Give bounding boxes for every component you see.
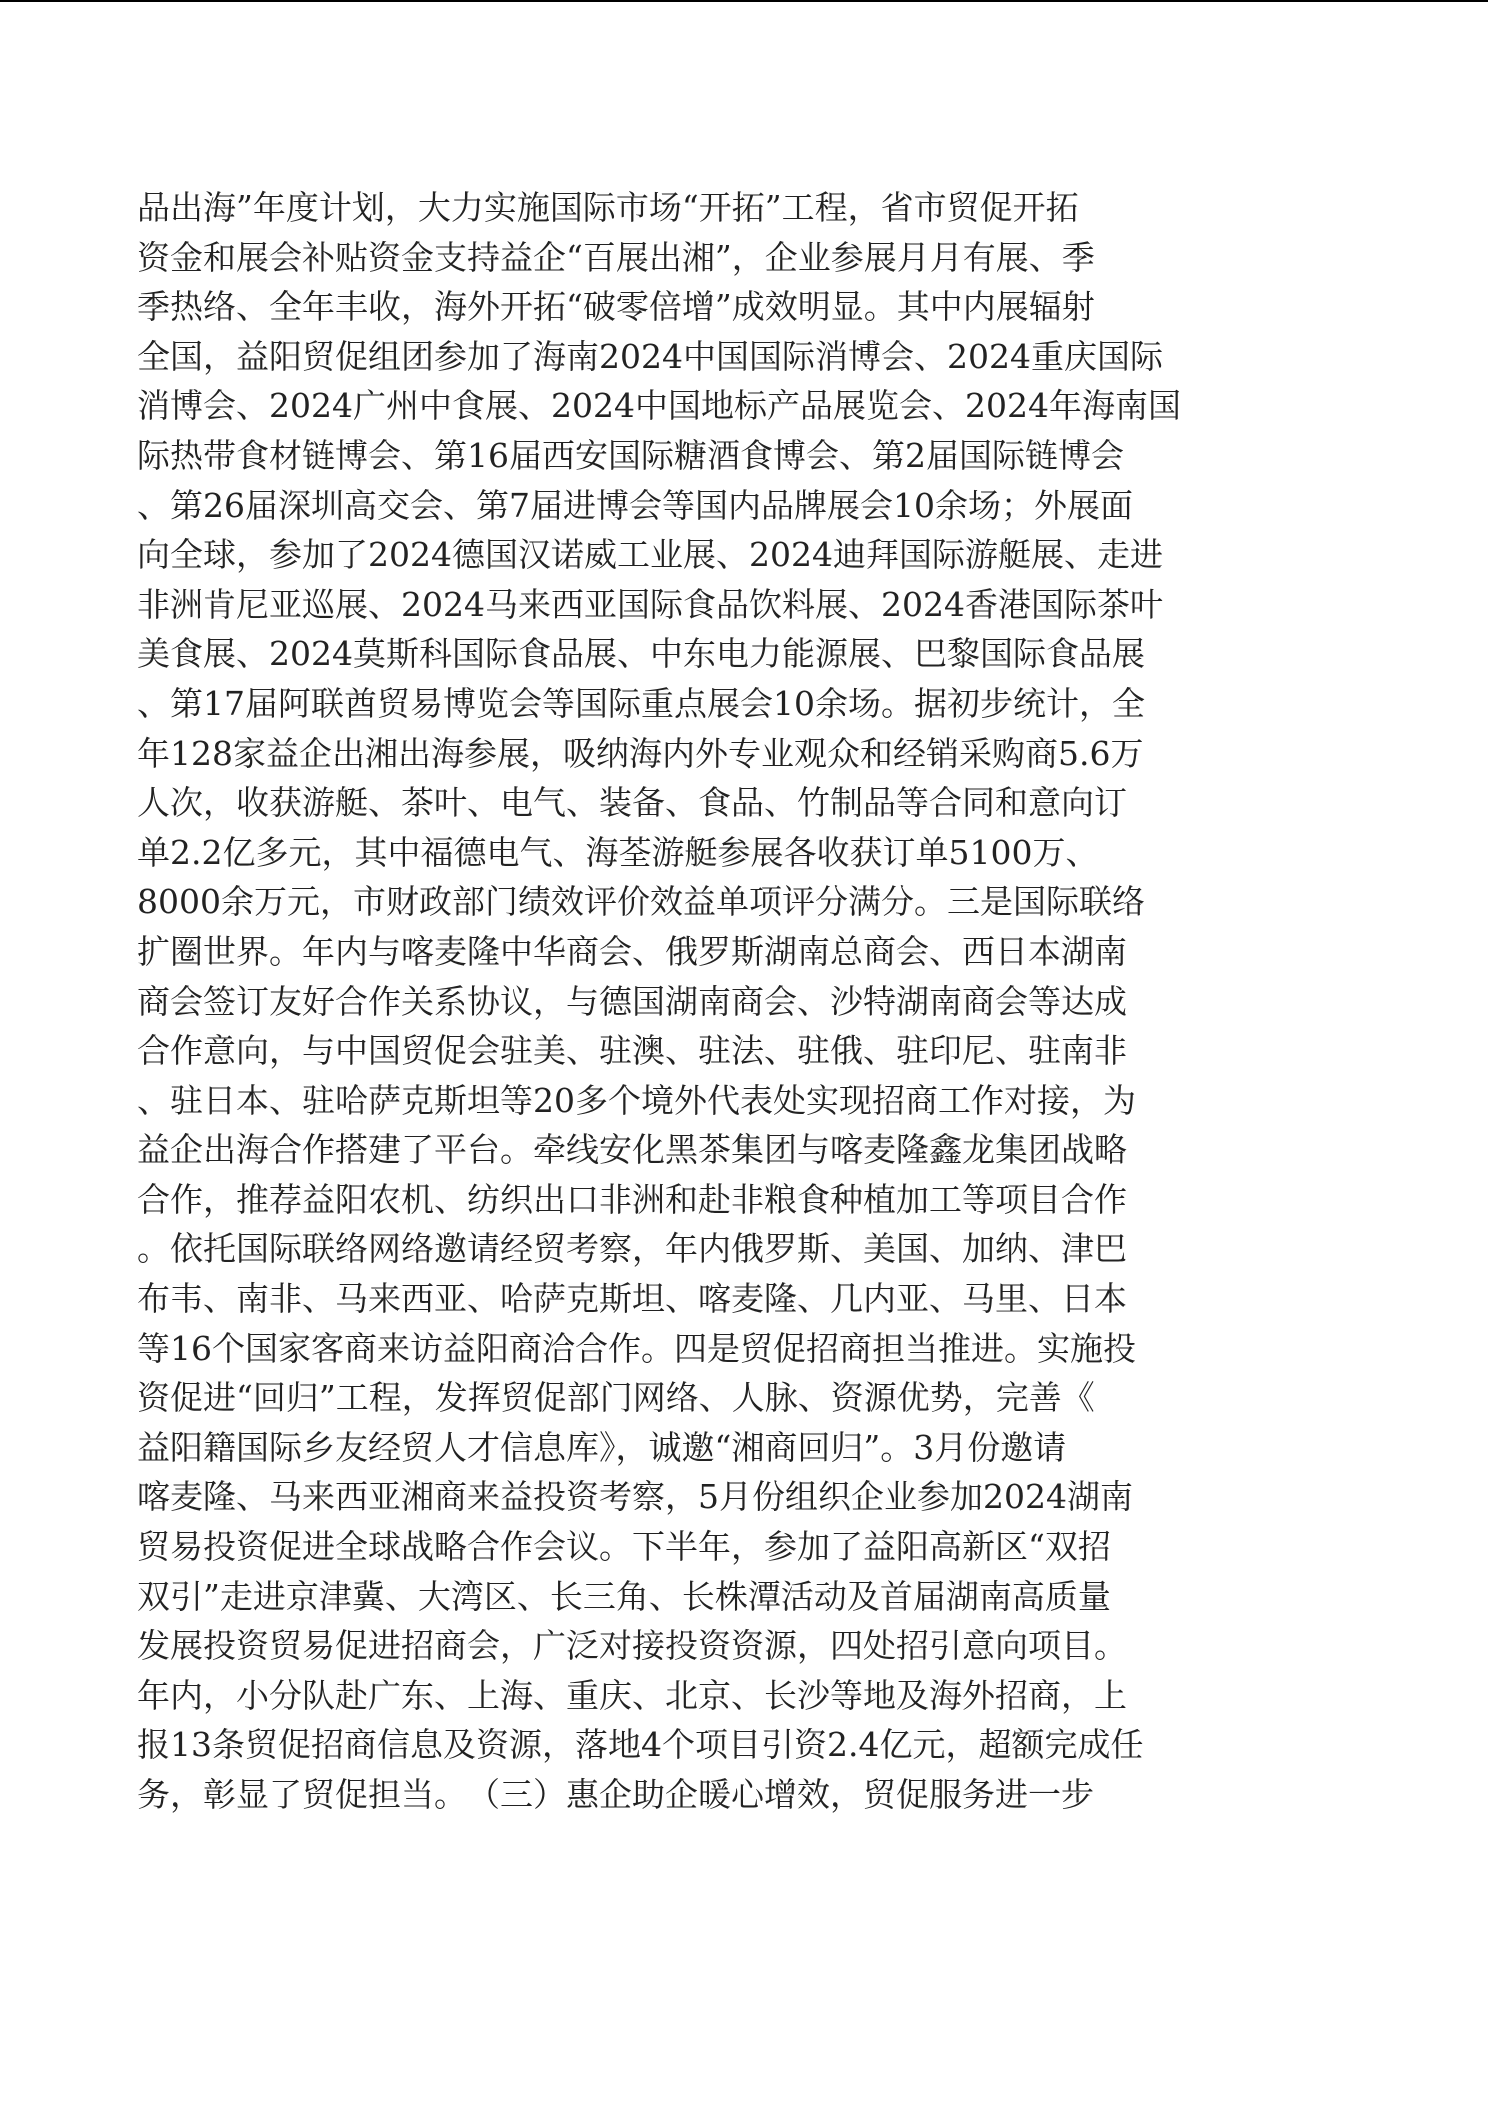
text-line: 年128家益企出湘出海参展，吸纳海内外专业观众和经销采购商5.6万 (137, 733, 1144, 773)
text-line: 等16个国家客商来访益阳商洽合作。四是贸促招商担当推进。实施投 (137, 1328, 1136, 1368)
text-line: 双引”走进京津冀、大湾区、长三角、长株潭活动及首届湖南高质量 (137, 1576, 1111, 1616)
text-line: 发展投资贸易促进招商会，广泛对接投资资源，四处招引意向项目。 (137, 1626, 1127, 1666)
text-line: 向全球，参加了2024德国汉诺威工业展、2024迪拜国际游艇展、走进 (137, 535, 1163, 575)
text-line: 全国，益阳贸促组团参加了海南2024中国国际消博会、2024重庆国际 (137, 336, 1163, 376)
text-line: 布韦、南非、马来西亚、哈萨克斯坦、喀麦隆、几内亚、马里、日本 (137, 1279, 1127, 1319)
text-line: 资金和展会补贴资金支持益企“百展出湘”，企业参展月月有展、季 (137, 237, 1095, 277)
text-line: 扩圈世界。年内与喀麦隆中华商会、俄罗斯湖南总商会、西日本湖南 (137, 931, 1127, 971)
text-line: 商会签订友好合作关系协议，与德国湖南商会、沙特湖南商会等达成 (137, 981, 1127, 1021)
text-line: 务，彰显了贸促担当。 （三）惠企助企暖心增效，贸促服务进一步 (137, 1775, 1094, 1814)
text-line: 合作，推荐益阳农机、纺织出口非洲和赴非粮食种植加工等项目合作 (137, 1179, 1127, 1219)
text-line: 、第17届阿联酋贸易博览会等国际重点展会10余场。据初步统计，全 (137, 683, 1145, 723)
text-line: 合作意向，与中国贸促会驻美、驻澳、驻法、驻俄、驻印尼、驻南非 (137, 1031, 1127, 1071)
text-line: 益企出海合作搭建了平台。牵线安化黑茶集团与喀麦隆鑫龙集团战略 (137, 1130, 1127, 1170)
body-text (137, 183, 1357, 1820)
text-line: 非洲肯尼亚巡展、2024马来西亚国际食品饮料展、2024香港国际茶叶 (137, 584, 1163, 624)
text-line: 季热络、全年丰收，海外开拓“破零倍增”成效明显。其中内展辐射 (137, 287, 1095, 327)
text-line: 益阳籍国际乡友经贸人才信息库》，诚邀“湘商回归”。3月份邀请 (137, 1427, 1067, 1467)
text-line: 、第26届深圳高交会、第7届进博会等国内品牌展会10余场；外展面 (137, 485, 1133, 525)
text-line: 美食展、2024莫斯科国际食品展、中东电力能源展、巴黎国际食品展 (137, 634, 1145, 674)
text-line: 际热带食材链博会、第16届西安国际糖酒食博会、第2届国际链博会 (137, 435, 1124, 475)
text-line: 贸易投资促进全球战略合作会议。下半年，参加了益阳高新区“双招 (137, 1527, 1111, 1567)
text-line: 8000余万元，市财政部门绩效评价效益单项评分满分。三是国际联络 (137, 882, 1145, 922)
top-border-line (0, 0, 1488, 2)
text-line: 资促进“回归”工程，发挥贸促部门网络、人脉、资源优势，完善《 (137, 1378, 1095, 1418)
text-line: 品出海”年度计划，大力实施国际市场“开拓”工程，省市贸促开拓 (137, 188, 1079, 227)
text-line: 消博会、2024广州中食展、2024中国地标产品展览会、2024年海南国 (137, 386, 1181, 426)
text-line: 年内，小分队赴广东、上海、重庆、北京、长沙等地及海外招商，上 (137, 1675, 1127, 1715)
text-line: 喀麦隆、马来西亚湘商来益投资考察，5月份组织企业参加2024湖南 (137, 1477, 1133, 1517)
text-line: 。依托国际联络网络邀请经贸考察，年内俄罗斯、美国、加纳、津巴 (137, 1229, 1127, 1269)
text-line: 人次，收获游艇、茶叶、电气、装备、食品、竹制品等合同和意向订 (137, 783, 1127, 823)
text-line: 单2.2亿多元，其中福德电气、海荃游艇参展各收获订单5100万、 (137, 832, 1099, 872)
text-line: 报13条贸促招商信息及资源，落地4个项目引资2.4亿元，超额完成任 (137, 1725, 1144, 1765)
text-line: 、驻日本、驻哈萨克斯坦等20多个境外代表处实现招商工作对接，为 (137, 1080, 1136, 1120)
